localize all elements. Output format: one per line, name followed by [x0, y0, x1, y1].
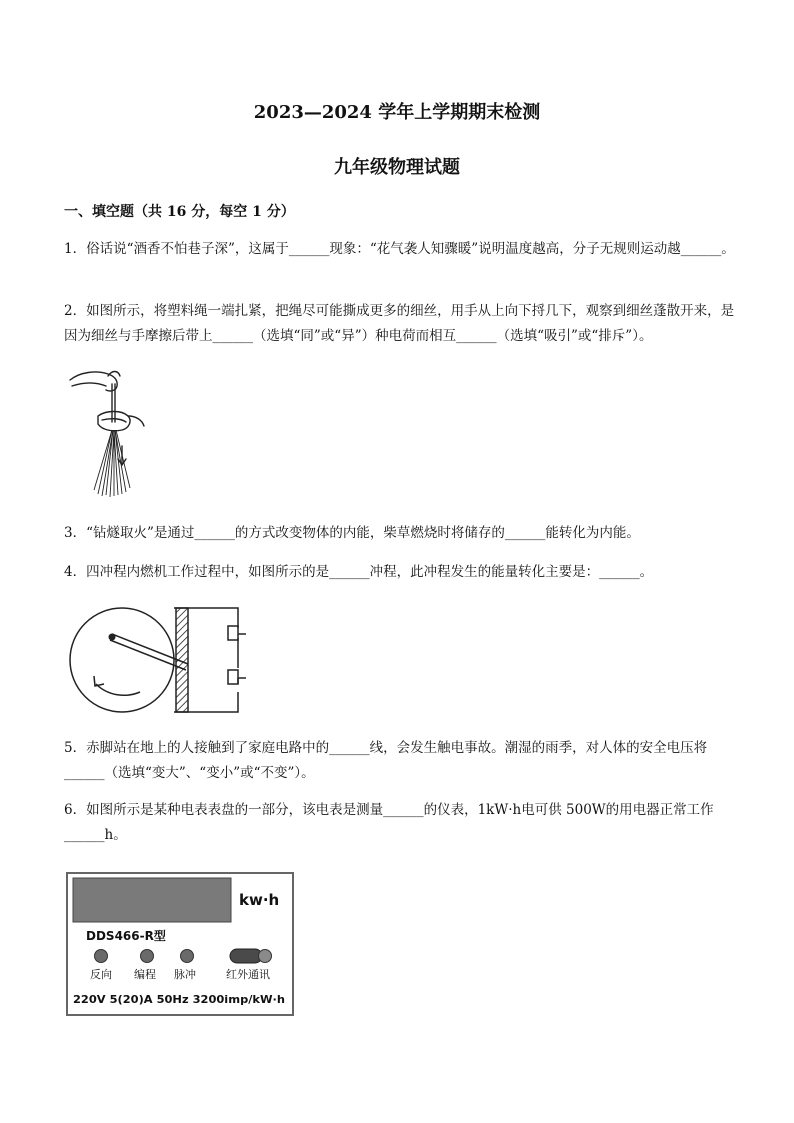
lamp-icon [141, 950, 154, 963]
hand-string-drawing [62, 364, 152, 499]
lamp-icon [259, 950, 272, 963]
indicator-label: 编程 [134, 968, 156, 981]
exam-subtitle: 九年级物理试题 [334, 157, 460, 178]
question-5: 5．赤脚站在地上的人接触到了家庭电路中的______线，会发生触电事故。潮湿的雨季，对人体的安全电压将______（选填“变大”、“变小”或“不变”）。 [64, 740, 708, 781]
indicator-label: 红外通讯 [226, 968, 270, 981]
question-1: 1．俗话说“酒香不怕巷子深”，这属于______现象：“花气袭人知骤暖”说明温度越高，分子无规则运动越______。 [64, 241, 735, 257]
plastic-string-figure [62, 364, 152, 499]
question-3: 3．“钻燧取火”是通过______的方式改变物体的内能，柴草燃烧时将储存的______能转化为内能。 [64, 525, 640, 541]
meter-drawing [66, 872, 294, 1016]
electric-meter-panel [66, 872, 294, 1016]
lamp-icon [181, 950, 194, 963]
meter-spec-label: 220V 5(20)A 50Hz 3200imp/kW·h [73, 993, 285, 1006]
lamp-icon [95, 950, 108, 963]
section-heading: 一、填空题（共 16 分，每空 1 分） [64, 204, 295, 220]
infrared-port-icon [230, 949, 262, 963]
indicator-label: 反向 [90, 968, 112, 981]
indicator-label: 脉冲 [174, 968, 196, 981]
question-6: 6．如图所示是某种电表表盘的一部分，该电表是测量______的仪表，1kW·h电可供 500W的用电器正常工作______h。 [64, 802, 714, 843]
meter-unit-label: kw·h [239, 891, 280, 909]
question-4: 4．四冲程内燃机工作过程中，如图所示的是______冲程，此冲程发生的能量转化主要是：______。 [64, 564, 654, 580]
engine-figure [64, 604, 246, 716]
engine-stroke-drawing [64, 604, 246, 716]
exam-title: 2023—2024 学年上学期期末检测 [253, 102, 541, 123]
meter-model-label: DDS466-R型 [86, 929, 166, 943]
question-2: 2．如图所示，将塑料绳一端扎紧，把绳尽可能撕成更多的细丝，用手从上向下捋几下，观察到细丝蓬散开来，是因为细丝与手摩擦后带上______（选填“同”或“异”）种电荷而相互______（选填“吸引”或“排斥”）。 [64, 303, 735, 344]
